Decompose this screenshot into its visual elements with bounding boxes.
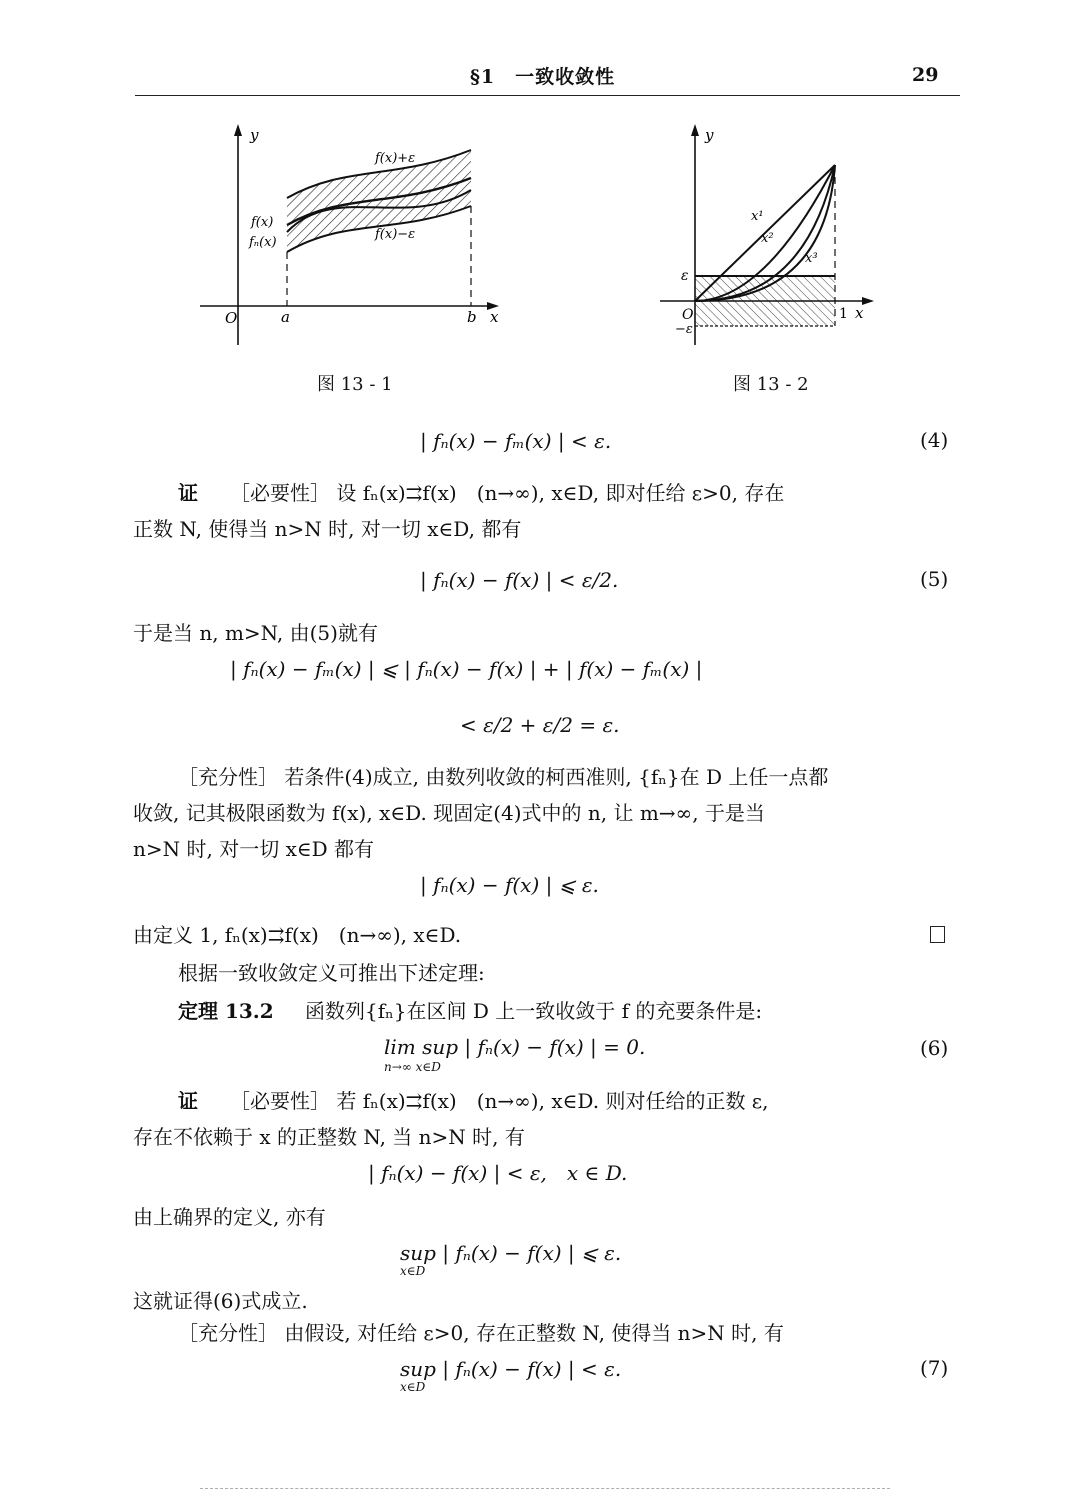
fig1-lower-label: f(x)−ε (375, 227, 416, 242)
fig1-f-label: f(x) (251, 215, 274, 230)
equation-6: lim sup | fₙ(x) − f(x) | = 0. (384, 1035, 646, 1059)
equation-epsilon-sum: < ε/2 + ε/2 = ε. (460, 713, 620, 737)
equation-triangle-inequality: | fₙ(x) − fₘ(x) | ⩽ | fₙ(x) − f(x) | + | f(x) − fₘ(x) | (230, 657, 703, 681)
paragraph-sufficiency2-line-1: ［充分性］ 由假设, 对任给 ε>0, 存在正整数 N, 使得当 n>N 时, 有 (178, 1321, 784, 1345)
equation-6-number: (6) (920, 1036, 949, 1060)
figure-13-2-caption: 图 13 - 2 (733, 374, 809, 395)
equation-6-subscript: n→∞ x∈D (384, 1060, 441, 1074)
paragraph-proof2-line-2: 存在不依赖于 x 的正整数 N, 当 n>N 时, 有 (133, 1125, 525, 1149)
fig1-a-label: a (281, 308, 290, 326)
fig2-x1-label: x¹ (751, 209, 764, 224)
equation-4-number: (4) (920, 428, 949, 452)
fig2-origin-label: O (682, 307, 694, 323)
figure-13-2-graph (655, 120, 895, 360)
fig1-b-label: b (467, 308, 477, 326)
y-axis-arrow-icon (234, 124, 242, 136)
equation-sup-bound-subscript: x∈D (400, 1264, 426, 1278)
fig2-y-label: y (705, 126, 714, 144)
page-number: 29 (912, 64, 939, 86)
figure-13-1 (195, 120, 515, 395)
figure-13-2 (655, 120, 895, 395)
fig2-x-axis-arrow-icon (862, 297, 874, 305)
bottom-scan-line (200, 1488, 890, 1489)
section-title: §1 一致收敛性 (470, 66, 616, 88)
fig2-y-axis-arrow-icon (691, 124, 699, 136)
equation-uniform-bound: | fₙ(x) − f(x) | < ε, x ∈ D. (368, 1161, 628, 1185)
equation-7-subscript: x∈D (400, 1380, 426, 1394)
figure-13-1-graph (195, 120, 515, 360)
paragraph-sufficiency-line-2: 收敛, 记其极限函数为 f(x), x∈D. 现固定(4)式中的 n, 让 m→∞, 于是当 (133, 801, 765, 825)
fig1-upper-label: f(x)+ε (375, 151, 416, 166)
fig2-x3-label: x³ (805, 251, 818, 266)
paragraph-proved: 这就证得(6)式成立. (133, 1289, 308, 1313)
equation-5-number: (5) (920, 567, 949, 591)
equation-7-number: (7) (920, 1356, 949, 1380)
paragraph-sufficiency-line-3: n>N 时, 对一切 x∈D 都有 (133, 837, 375, 861)
proof-label-2: 证 (178, 1089, 198, 1113)
figure-13-1-caption: 图 13 - 1 (317, 374, 393, 395)
fig1-fn-label: fₙ(x) (249, 235, 277, 250)
fig1-y-label: y (250, 126, 259, 144)
theorem-label: 定理 13.2 (178, 999, 274, 1023)
paragraph-then-line: 于是当 n, m>N, 由(5)就有 (133, 621, 378, 645)
paragraph-proof2-line-1: ［必要性］ 若 fₙ(x)⇉f(x) (n→∞), x∈D. 则对任给的正数 ε, (230, 1089, 769, 1113)
fig2-neg-eps-label: −ε (675, 322, 693, 337)
proof-label-1: 证 (178, 481, 198, 505)
fig1-origin-label: O (225, 309, 238, 327)
fig2-eps-label: ε (681, 268, 689, 284)
equation-7: sup | fₙ(x) − f(x) | < ε. (400, 1357, 622, 1381)
paragraph-necessity-line-2: 正数 N, 使得当 n>N 时, 对一切 x∈D, 都有 (133, 517, 522, 541)
equation-limit-bound: | fₙ(x) − f(x) | ⩽ ε. (420, 873, 599, 897)
paragraph-necessity-line-1: ［必要性］ 设 fₙ(x)⇉f(x) (n→∞), x∈D, 即对任给 ε>0, 存在 (230, 481, 785, 505)
theorem-statement: 函数列{fₙ}在区间 D 上一致收敛于 f 的充要条件是: (305, 999, 763, 1023)
fig2-x-label: x (855, 304, 864, 322)
paragraph-theorem-intro: 根据一致收敛定义可推出下述定理: (178, 961, 485, 985)
equation-4: | fₙ(x) − fₘ(x) | < ε. (420, 429, 612, 453)
header-rule (135, 95, 960, 96)
qed-box (930, 926, 945, 943)
fig1-x-label: x (490, 308, 499, 326)
fig2-one-label: 1 (839, 306, 848, 322)
fig2-x2-label: x² (761, 231, 774, 246)
paragraph-sufficiency-line-1: ［充分性］ 若条件(4)成立, 由数列收敛的柯西准则, {fₙ}在 D 上任一点都 (178, 765, 829, 789)
paragraph-by-definition: 由定义 1, fₙ(x)⇉f(x) (n→∞), x∈D. (133, 923, 462, 947)
equation-sup-bound: sup | fₙ(x) − f(x) | ⩽ ε. (400, 1241, 622, 1265)
equation-5: | fₙ(x) − f(x) | < ε/2. (420, 568, 619, 592)
paragraph-supremum-def: 由上确界的定义, 亦有 (133, 1205, 326, 1229)
